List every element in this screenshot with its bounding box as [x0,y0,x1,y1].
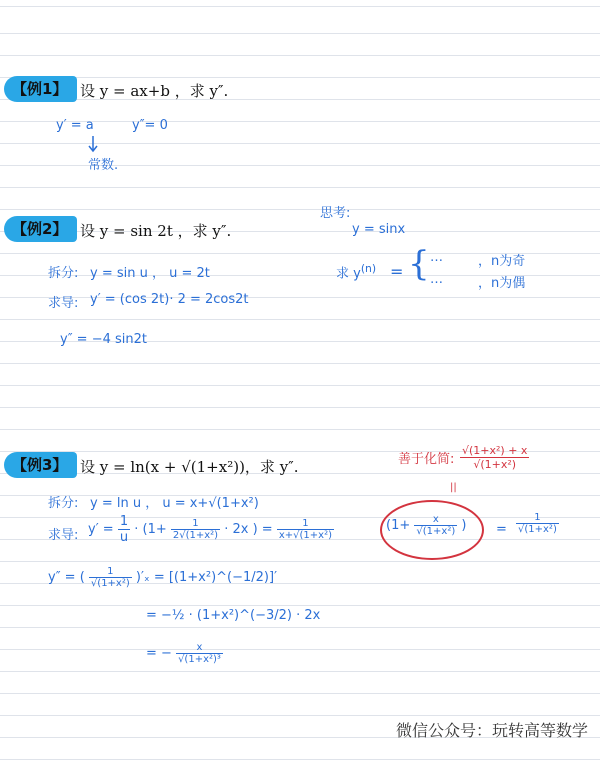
sec-start: y″ = ( [48,570,85,585]
footer-watermark: 微信公众号：玩转高等数学 [395,721,588,740]
think-ask-order: (n) [360,262,377,275]
simplify-fraction [460,444,529,471]
ex2-decompose: y = sin u ， u = 2t [90,266,210,281]
frac7-den: √(1+x²)³ [178,654,221,665]
example-1-badge: 【例1】 [4,76,77,102]
ex1-first-derivative: y′ = a [56,118,94,133]
ex3-second-step2: = −½ · (1+x²)^(−3/2) · 2x [146,608,321,623]
case-even-dots: … [430,272,443,287]
red-circle-highlight [380,500,484,560]
think-function: y = sinx [352,222,406,237]
example-3-problem: 设 y = ln(x + √(1+x²))，求 y″. [80,458,299,476]
ex1-constant-note: 常数. [88,158,119,173]
ex3-deriv-result [516,512,559,535]
ex2-decompose-label: 拆分: [48,266,79,281]
frac7-num: x [176,642,223,654]
simplify-equals-mark: || [450,482,457,493]
example-1-problem: 设 y = ax+b ，求 y″. [80,82,229,100]
sec-end: )′ₓ = [(1+x²)^(−1/2)]′ [135,570,278,585]
ex2-derivative: y′ = (cos 2t)· 2 = 2cos2t [90,292,249,307]
think-ask [336,262,376,281]
frac3-num: 1 [277,518,334,530]
left-brace: { [408,244,430,284]
down-arrow-icon [86,136,100,154]
simplify-denominator: √(1+x²) [473,458,517,471]
ex3-deriv-equals: = [496,522,507,537]
case-odd-condition: ，n为奇 [478,254,526,269]
example-3-badge: 【例3】 [4,452,77,478]
frac6-den: √(1+x²) [90,578,130,589]
paren-open: (1+ [386,518,411,533]
frac3-den: x+√(1+x²) [278,530,332,541]
think-equals: = [390,262,404,281]
ex3-second-derivative [48,566,277,589]
ex3-derivative [88,514,334,545]
paren-close: ) [461,518,467,533]
frac2-num: 1 [171,518,220,530]
ex3-deriv-start: y′ = [88,522,118,537]
example-2-problem: 设 y = sin 2t ，求 y″. [80,222,232,240]
sec3-start: = − [146,646,172,661]
frac2-den: 2√(1+x²) [172,530,219,541]
frac6-num: 1 [89,566,132,578]
simplify-numerator: √(1+x²) + x [462,444,528,457]
ex3-deriv-mid: · (1+ [134,522,167,537]
frac4-den: √(1+x²) [416,526,456,537]
frac5-den: √(1+x²) [518,524,557,535]
think-ask-text: 求 y [336,266,361,282]
ex3-decompose: y = ln u ， u = x+√(1+x²) [90,496,259,511]
ex2-second-derivative: y″ = −4 sin2t [60,332,147,347]
ex2-derive-label: 求导: [48,296,79,311]
frac5-num: 1 [516,512,559,524]
frac1-den: u [119,530,129,545]
case-even-condition: ，n为偶 [478,276,526,291]
ex3-second-step3 [146,642,223,665]
ex3-derive-label: 求导: [48,528,79,543]
frac4-num: x [414,514,457,526]
case-odd-dots: … [430,250,443,265]
ex3-deriv-end: · 2x ) = [224,522,273,537]
simplify-label: 善于化简: [398,452,455,467]
ex3-decompose-label: 拆分: [48,496,79,511]
example-2-badge: 【例2】 [4,216,77,242]
think-title: 思考: [320,206,351,221]
ex1-second-derivative: y″= 0 [132,118,168,133]
frac1-num: 1 [119,514,129,529]
